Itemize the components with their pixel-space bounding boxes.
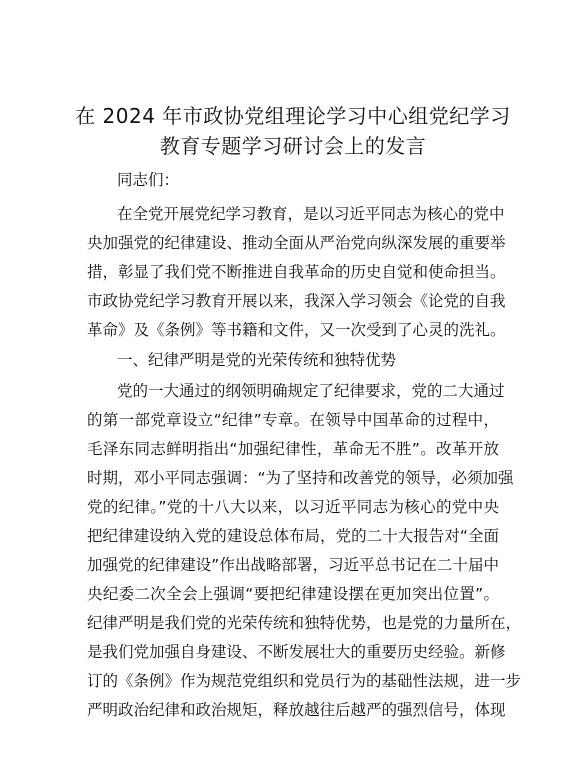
section-heading-1: 一、纪律严明是党的光荣传统和独特优势	[117, 351, 397, 369]
paragraph-2-line: 时期，邓小平同志强调：“为了坚持和改善党的领导，必须加强	[87, 469, 514, 487]
paragraph-2-line: 严明政治纪律和政治规矩，释放越往后越严的强烈信号，体现	[87, 701, 506, 719]
paragraph-2-line: 党的一大通过的纲领明确规定了纪律要求，党的二大通过	[117, 382, 505, 400]
salutation: 同志们：	[117, 171, 180, 189]
paragraph-1-line: 革命》及《条例》等书籍和文件，又一次受到了心灵的洗礼。	[87, 321, 506, 339]
paragraph-2-line: 毛泽东同志鲜明指出“加强纪律性，革命无不胜”。改革开放	[87, 440, 499, 458]
paragraph-2-line: 央纪委二次全会上强调“要把纪律建设摆在更加突出位置”。	[87, 585, 499, 603]
document-title-line-2: 教育专题学习研讨会上的发言	[159, 134, 427, 158]
paragraph-2-line: 加强党的纪律建设”作出战略部署，习近平总书记在二十届中	[87, 556, 499, 574]
paragraph-2-line: 党的纪律。”党的十八大以来，以习近平同志为核心的党中央	[87, 498, 499, 516]
paragraph-2-line: 是我们党加强自身建设、不断发展壮大的重要历史经验。新修	[87, 643, 506, 661]
document-title-line-1: 在 2024 年市政协党组理论学习中心组党纪学习	[75, 104, 511, 128]
paragraph-2-line: 订的《条例》作为规范党组织和党员行为的基础性法规，进一步	[87, 672, 522, 690]
paragraph-2-line: 的第一部党章设立“纪律”专章。在领导中国革命的过程中，	[87, 411, 499, 429]
paragraph-1-line: 措，彰显了我们党不断推进自我革命的历史自觉和使命担当。	[87, 263, 506, 281]
paragraph-1-line: 市政协党纪学习教育开展以来，我深入学习领会《论党的自我	[87, 292, 506, 310]
paragraph-2-line: 纪律严明是我们党的光荣传统和独特优势，也是党的力量所在，	[87, 614, 522, 632]
paragraph-2-line: 把纪律建设纳入党的建设总体布局，党的二十大报告对“全面	[87, 527, 499, 545]
paragraph-1-line: 在全党开展党纪学习教育，是以习近平同志为核心的党中	[117, 205, 505, 223]
paragraph-1-line: 央加强党的纪律建设、推动全面从严治党向纵深发展的重要举	[87, 234, 506, 252]
